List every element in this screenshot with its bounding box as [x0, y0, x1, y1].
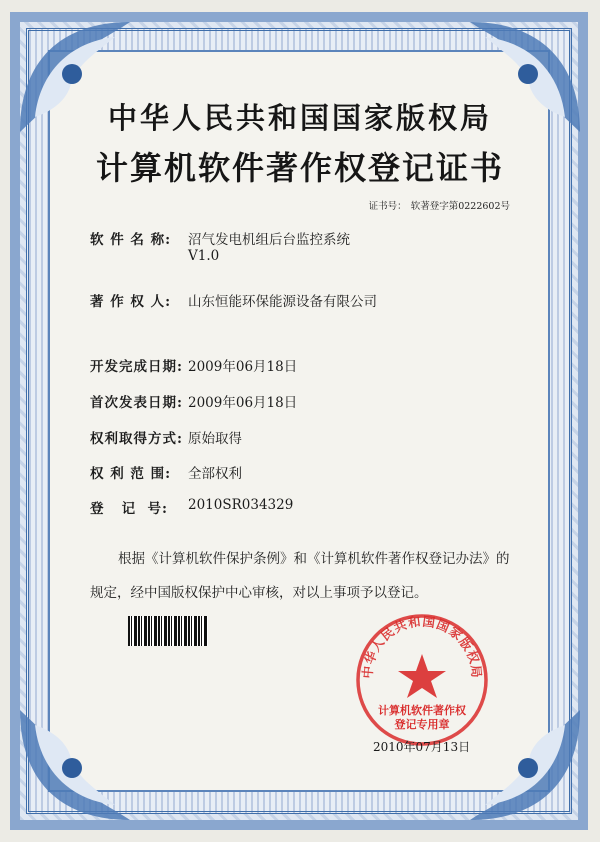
field-label: 登 记 号:: [90, 501, 168, 517]
certificate-number-value: 软著登字第0222602号: [410, 201, 510, 212]
field-value: 全部权利: [188, 466, 242, 482]
field-copyright-owner: [90, 290, 377, 310]
field-value: 2009年06月18日: [188, 395, 298, 411]
field-acquisition-method: [90, 427, 242, 447]
software-name: 沼气发电机组后台监控系统: [188, 232, 350, 248]
certificate-number: [365, 198, 510, 212]
official-seal-stamp: [352, 610, 492, 750]
issue-date: 2010年07月13日: [373, 740, 471, 754]
field-label: 软 件 名 称:: [90, 232, 172, 248]
field-label: 首次发表日期:: [90, 395, 183, 411]
field-registration-number: [90, 497, 293, 517]
seal-line-1: 计算机软件著作权: [378, 704, 466, 717]
field-value: 原始取得: [188, 431, 242, 447]
field-completion-date: [90, 355, 297, 375]
field-label: 权 利 范 围:: [90, 466, 172, 482]
certificate-number-label: 证书号：: [368, 201, 407, 212]
issuing-authority: 中华人民共和国国家版权局: [107, 101, 492, 135]
software-version: V1.0: [188, 248, 220, 264]
field-value: [188, 228, 350, 264]
field-software-name: [90, 228, 350, 264]
barcode: [128, 616, 208, 646]
certificate-title: 计算机软件著作权登记证书: [95, 149, 504, 187]
corner-ornament-bottom-left: [10, 700, 140, 830]
legal-basis-line-2: 规定，经中国版权保护中心审核，对以上事项予以登记。: [90, 585, 428, 601]
field-label: 权利取得方式:: [90, 431, 183, 447]
legal-basis-line-1: 根据《计算机软件保护条例》和《计算机软件著作权登记办法》的: [118, 551, 510, 567]
field-label: 著 作 权 人:: [90, 294, 172, 310]
field-publish-date: [90, 391, 297, 411]
field-rights-scope: [90, 462, 242, 482]
seal-line-2: 登记专用章: [394, 718, 450, 731]
field-value: 2010SR034329: [188, 497, 294, 513]
field-value: 山东恒能环保能源设备有限公司: [188, 294, 377, 310]
field-value: 2009年06月18日: [188, 359, 298, 375]
seal-ring-text: 中华人民共和国国家版权局: [359, 613, 485, 680]
field-label: 开发完成日期:: [90, 359, 183, 375]
